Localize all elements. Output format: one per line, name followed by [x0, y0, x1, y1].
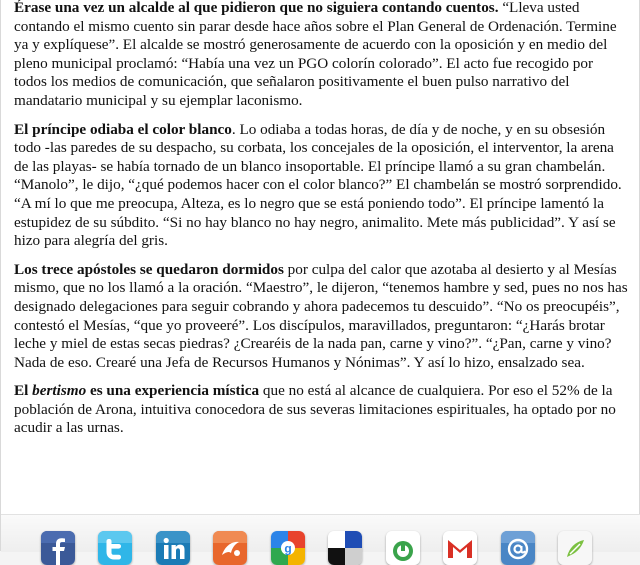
- linkedin-icon[interactable]: [156, 531, 190, 565]
- paragraph-text: “Lleva usted contando el mismo cuento sin parar desde hace años sobre el Plan General de Ordenación. Termine ya y explíquese”. El alcalde se mostró generosamente de acuerdo con la oposición y en medio del pleno municipal proclamó: “Había una vez un PGO colorín colorado”. El acto fue recogido por todos los medios de comunicación, que señalaron positivamente el buen pulso narrativo del mandatario municipal y su ejemplar laconismo.: [14, 0, 617, 109]
- paragraph-text: por culpa del calor que azotaba al desierto y al Mesías mismo, que no los llamó a la oración. “Maestro”, le dijeron, “tenemos hambre y sed, pues no nos has designado delegaciones para seguir cobrando y ahora padecemos tu descuido”. “No os preocupéis”, contestó el Mesías, “que yo proveeré”. Los discípulos, maravillados, preguntaron: “¿Harás brotar leche y miel de estas secas piedras? ¿Crearéis de la nada pan, carne y vino?”. “¿Pan, carne y vino? Nada de eso. Crearé una Jefa de Recursos Humanos y Nónimas”. Y así lo hizo, ensalzado sea.: [14, 260, 628, 371]
- email-icon[interactable]: [501, 531, 535, 565]
- evernote-icon[interactable]: [386, 531, 420, 565]
- paragraph-lead: Los trece apóstoles se quedaron dormidos: [14, 260, 284, 278]
- paragraph-lead: Érase una vez un alcalde al que pidieron que no siguiera contando cuentos: [14, 0, 495, 16]
- twitter-icon[interactable]: [98, 531, 132, 565]
- paragraph-lead-tail: .: [494, 0, 499, 16]
- gmail-icon[interactable]: [443, 531, 477, 565]
- paragraph-alcalde: [14, 0, 628, 111]
- paragraph-text: . Lo odiaba a todas horas, de día y de noche, y en su obsesión todo -las paredes de su despacho, su corbata, los concejales de la oposición, el interventor, la arena de las playas- se había tornado de un blanco insoportable. El príncipe llamó a su gran chambelán. “Manolo”, le dijo, “¿qué podemos hacer con el color blanco?” El chambelán se mostró sorprendido. “A mí lo que me preocupa, Alteza, es lo negro que se está poniendo todo”. El príncipe lamentó la estupidez de su súbdito. “Si no hay blanco no hay negro, animalito. Mete más publicidad”. Y así se hizo para alegría del gris.: [14, 120, 622, 250]
- paragraph-lead: El príncipe odiaba el color blanco: [14, 120, 232, 138]
- paragraph-text: que no está al alcance de cualquiera. Por eso el 52% de la población de Arona, intuitiva conocedora de sus severas limitaciones espirituales, ha optado por no acudir a las urnas.: [14, 382, 616, 437]
- paragraph-apostoles: [14, 261, 628, 373]
- share-bar: [1, 514, 640, 556]
- paragraph-lead: es una experiencia mística: [86, 382, 260, 400]
- svg-text:g: g: [284, 541, 292, 556]
- paragraph-lead-pre: El: [14, 382, 33, 400]
- paragraph-principe: [14, 121, 628, 251]
- paragraph-lead-emphasis: bertismo: [32, 382, 87, 400]
- google-icon[interactable]: [271, 531, 305, 565]
- facebook-icon[interactable]: [41, 531, 75, 565]
- delicious-icon[interactable]: [328, 531, 362, 565]
- paragraph-bertismo: [14, 382, 628, 438]
- article-body: [14, 0, 628, 448]
- meneame-icon[interactable]: [213, 531, 247, 565]
- add-icon[interactable]: [558, 531, 592, 565]
